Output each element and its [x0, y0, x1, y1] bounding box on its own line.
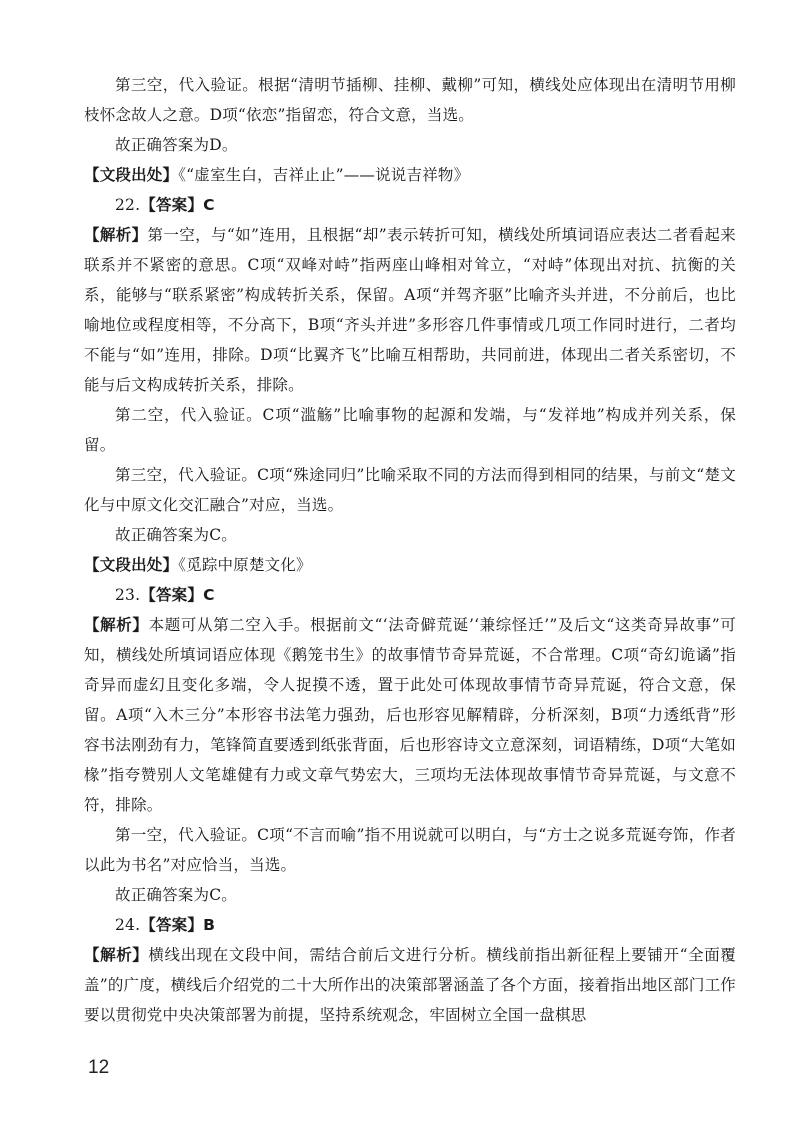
- analysis-text: 横线出现在文段中间，需结合前后文进行分析。横线前指出新征程上要铺开“全面覆盖”的广度，横线后介绍党的二十大所作出的决策部署涵盖了各个方面，接着指出地区部门工作要以贯彻党中央决策部署为前提，坚持系统观念，牢固树立全国一盘棋思: [84, 946, 736, 1024]
- answer-letter: C: [203, 196, 215, 214]
- question-number: 23.: [115, 586, 141, 604]
- q21-source: [84, 160, 736, 190]
- source-tag: 【文段出处】: [84, 556, 179, 574]
- source-text: 《“虚室生白，吉祥止止”——说说吉祥物》: [178, 166, 470, 184]
- q24-answer: [84, 910, 736, 940]
- q24-analysis: [84, 940, 736, 1030]
- q23-conclusion: 故正确答案为C。: [115, 886, 237, 904]
- q22-source: [84, 550, 736, 580]
- analysis-tag: 【解析】: [84, 616, 149, 634]
- answer-tag: 【答案】: [140, 916, 204, 934]
- answer-tag: 【答案】: [140, 196, 204, 214]
- q22-paragraph-3: 第三空，代入验证。C项“殊途同归”比喻采取不同的方法而得到相同的结果，与前文“楚文化与中原文化交汇融合”对应，当选。: [84, 466, 736, 514]
- analysis-tag: 【解析】: [84, 226, 148, 244]
- page-number: 12: [88, 1057, 110, 1078]
- analysis-tag: 【解析】: [84, 946, 149, 964]
- analysis-text: 第一空，与“如”连用，且根据“却”表示转折可知，横线处所填词语应表达二者看起来联系并不紧密的意思。C项“双峰对峙”指两座山峰相对耸立，“对峙”体现出对抗、抗衡的关系，能够与“联系紧密”构成转折关系，保留。A项“并驾齐驱”比喻齐头并进，不分前后，也比喻地位或程度相等，不分高下，B项“齐头并进”多形容几件事情或几项工作同时进行，二者均不能与“如”连用，排除。D项“比翼齐飞”比喻互相帮助，共同前进，体现出二者关系密切，不能与后文构成转折关系，排除。: [84, 226, 737, 394]
- q21-conclusion: 故正确答案为D。: [115, 136, 238, 154]
- question-number: 24.: [115, 916, 141, 934]
- source-tag: 【文段出处】: [84, 166, 179, 184]
- page-content: [84, 70, 736, 1030]
- answer-letter: C: [203, 586, 215, 604]
- q22-conclusion: 故正确答案为C。: [115, 526, 237, 544]
- q23-answer: [84, 580, 736, 610]
- q22-analysis: [84, 220, 736, 400]
- q22-answer: [84, 190, 736, 220]
- question-number: 22.: [115, 196, 141, 214]
- analysis-text: 本题可从第二空入手。根据前文“‘法奇僻荒诞’‘兼综怪迁’”及后文“这类奇异故事”可知，横线处所填词语应体现《鹅笼书生》的故事情节奇异荒诞，不合常理。C项“奇幻诡谲”指奇异而虚幻且变化多端，令人捉摸不透，置于此处可体现故事情节奇异荒诞，符合文意，保留。A项“入木三分”本形容书法笔力强劲，后也形容见解精辟，分析深刻，B项“力透纸背”形容书法刚劲有力，笔锋简直要透到纸张背面，后也形容诗文立意深刻，词语精练，D项“大笔如椽”指夸赞别人文笔雄健有力或文章气势宏大，三项均无法体现故事情节奇异荒诞，与文意不符，排除。: [84, 616, 736, 814]
- q23-analysis: [84, 610, 736, 820]
- answer-tag: 【答案】: [140, 586, 204, 604]
- answer-letter: B: [203, 916, 216, 934]
- q22-paragraph-2: 第二空，代入验证。C项“滥觞”比喻事物的起源和发端，与“发祥地”构成并列关系，保留。: [84, 406, 736, 454]
- source-text: 《觅踪中原楚文化》: [178, 556, 312, 574]
- q23-paragraph-2: 第一空，代入验证。C项“不言而喻”指不用说就可以明白，与“方士之说多荒诞夸饰，作者以此为书名”对应恰当，当选。: [84, 826, 736, 874]
- q21-paragraph-3: 第三空，代入验证。根据“清明节插柳、挂柳、戴柳”可知，横线处应体现出在清明节用柳枝怀念故人之意。D项“依恋”指留恋，符合文意，当选。: [84, 76, 736, 124]
